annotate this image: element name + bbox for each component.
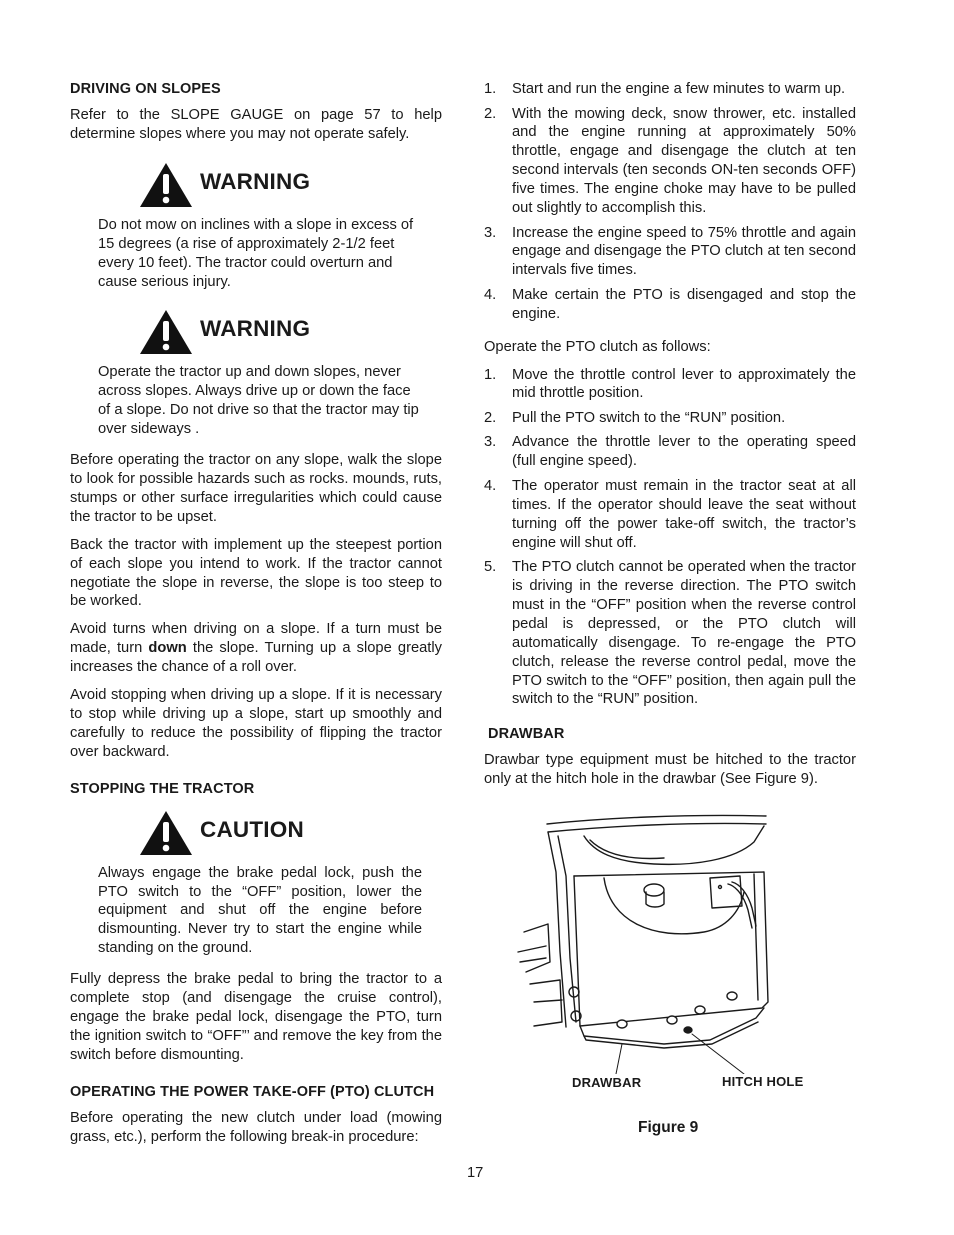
warning-block-1 — [70, 158, 442, 292]
drawbar-figure-illustration — [514, 812, 774, 1074]
warning-word-1: WARNING — [200, 168, 311, 194]
list-item — [484, 224, 856, 281]
list-item-text: Advance the throttle lever to the operating speed (full engine speed). — [512, 434, 856, 470]
avoid-turns-text-a: Avoid turns when driving on a slope. If a turn must be made, turn — [70, 621, 442, 657]
avoid-turns-paragraph — [70, 620, 442, 677]
warning-text-1: Do not mow on inclines with a slope in excess of 15 degrees (a rise of approximately 2-1/2 feet every 10 feet). The tractor could overturn and cause serious injury. — [98, 216, 414, 290]
back-tractor-paragraph: Back the tractor with implement up the steepest portion of each slope you intend to work. If the tractor cannot negotiate the slope in reverse, the slope is too steep to be worked. — [70, 536, 442, 610]
list-item — [484, 409, 856, 428]
pto-intro-paragraph: Before operating the new clutch under load (mowing grass, etc.), perform the following break-in procedure: — [70, 1109, 442, 1145]
list-item-text: Start and run the engine a few minutes to warm up. — [512, 81, 846, 97]
caution-word: CAUTION — [200, 816, 304, 842]
operate-intro-paragraph: Operate the PTO clutch as follows: — [484, 338, 711, 355]
list-item-number: 2. — [484, 105, 497, 122]
figure-caption: Figure 9 — [638, 1119, 699, 1136]
caution-header — [138, 806, 442, 864]
list-item-text: Pull the PTO switch to the “RUN” position. — [512, 409, 786, 426]
left-column — [70, 80, 442, 1156]
figure-label-hitch-hole: HITCH HOLE — [722, 1074, 804, 1089]
list-item-number: 3. — [484, 434, 497, 451]
list-item-number: 5. — [484, 559, 497, 576]
avoid-turns-text-b: the slope. Turning up a slope greatly increases the chance of a roll over. — [70, 640, 442, 676]
list-item — [484, 366, 856, 404]
stopping-tractor-heading: STOPPING THE TRACTOR — [70, 780, 255, 797]
list-item-number: 4. — [484, 286, 497, 303]
driving-on-slopes-heading: DRIVING ON SLOPES — [70, 81, 221, 97]
avoid-turns-bold: down — [148, 640, 187, 657]
fully-depress-paragraph: Fully depress the brake pedal to bring the tractor to a complete stop (and disengage the cruise control), engage the brake pedal lock, disengage the PTO, turn the ignition switch to “OFF”’ and remove the key from the switch before dismounting. — [70, 971, 442, 1063]
list-item-number: 3. — [484, 224, 497, 241]
drawbar-paragraph: Drawbar type equipment must be hitched to the tractor only at the hitch hole in the drawbar (See Figure 9). — [484, 752, 856, 788]
right-column — [484, 80, 856, 798]
pto-clutch-heading: OPERATING THE POWER TAKE-OFF (PTO) CLUTCH — [70, 1083, 435, 1100]
warning-word-2: WARNING — [200, 316, 311, 342]
list-item-text: The PTO clutch cannot be operated when the tractor is driving in the reverse direction. The PTO switch must in the “OFF” position when the reverse control pedal is depressed, or the PTO clutch will automatically disengage. To re-engage the PTO clutch, release the reverse control pedal, move the PTO switch to the “OFF” position, then again pull the switch to the “RUN” position. — [512, 559, 856, 708]
caution-block — [70, 806, 442, 959]
operate-steps-list — [484, 366, 856, 710]
warning-header-1 — [138, 158, 442, 216]
warning-triangle-icon — [138, 308, 194, 356]
warning-text-2: Operate the tractor up and down slopes, never across slopes. Always drive up or down the face of a slope. Do not drive so that the tractor may tip over sideways . — [98, 364, 419, 438]
list-item-number: 1. — [484, 81, 497, 97]
warning-block-2 — [70, 305, 442, 439]
caution-triangle-icon — [138, 809, 194, 857]
list-item-text: With the mowing deck, snow thrower, etc. installed and the engine running at approximately 50% throttle, engage and disengage the clutch at ten second intervals (ten seconds ON-ten seconds OFF) five times. The engine choke may have to be pulled out slightly to accomplish this. — [512, 105, 856, 217]
avoid-stopping-paragraph: Avoid stopping when driving up a slope. If it is necessary to stop while driving up a slope, start up smoothly and carefully to reduce the possibility of flipping the tractor over backward. — [70, 687, 442, 760]
list-item-text: Move the throttle control lever to approximately the mid throttle position. — [512, 366, 856, 402]
list-item — [484, 286, 856, 324]
list-item — [484, 558, 856, 709]
list-item-text: Make certain the PTO is disengaged and stop the engine. — [512, 286, 856, 322]
breakin-steps-list — [484, 80, 856, 324]
page-number: 17 — [467, 1165, 484, 1181]
figure-label-drawbar: DRAWBAR — [572, 1075, 642, 1090]
before-operating-paragraph: Before operating the tractor on any slope, walk the slope to look for possible hazards such as rocks. mounds, ruts, stumps or other surface irregularities which could cause the tractor to be upset. — [70, 452, 442, 525]
list-item-number: 2. — [484, 409, 497, 426]
caution-text: Always engage the brake pedal lock, push the PTO switch to the “OFF” position, lower the equipment and shut off the engine before dismounting. Never try to start the engine while standing on the ground. — [98, 864, 422, 957]
list-item — [484, 477, 856, 553]
driving-intro-paragraph: Refer to the SLOPE GAUGE on page 57 to help determine slopes where you may not operate safely. — [70, 107, 442, 142]
list-item-text: The operator must remain in the tractor seat at all times. If the operator should leave the seat without turning off the power take-off switch, the tractor’s engine will shut off. — [512, 477, 856, 551]
warning-header-2 — [138, 305, 442, 363]
drawbar-heading: DRAWBAR — [488, 726, 565, 743]
list-item-number: 1. — [484, 366, 497, 383]
list-item — [484, 80, 856, 99]
list-item-text: Increase the engine speed to 75% throttle and again engage and disengage the PTO clutch at ten second intervals five times. — [512, 224, 856, 279]
list-item-number: 4. — [484, 477, 497, 494]
warning-triangle-icon — [138, 161, 194, 209]
list-item — [484, 105, 856, 218]
list-item — [484, 433, 856, 471]
